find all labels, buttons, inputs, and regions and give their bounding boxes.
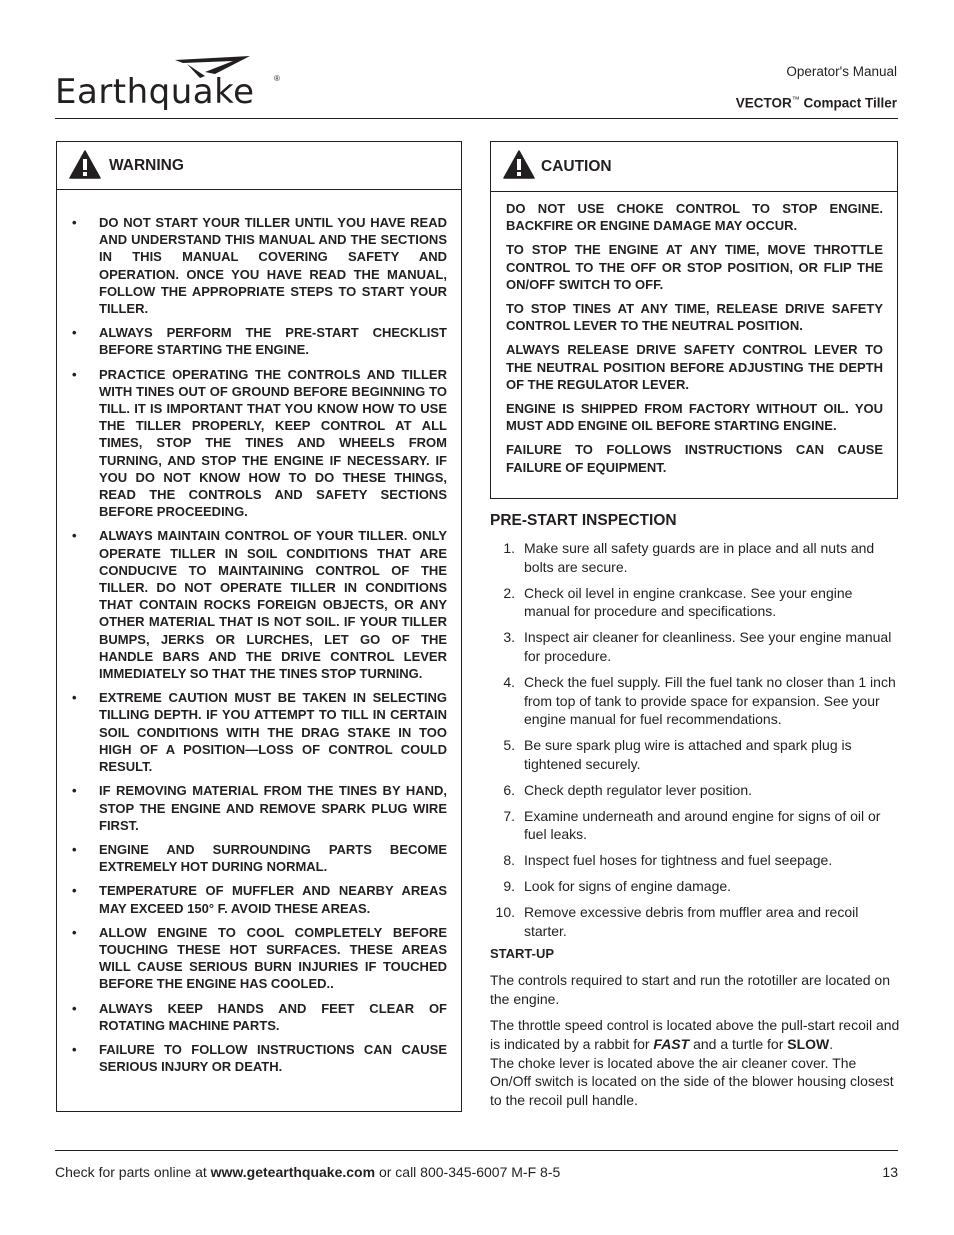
warning-item: • ALLOW ENGINE TO COOL COMPLETELY BEFORE TOUCHING THESE HOT SURFACES. THESE AREAS WILL CAUSE SERIOUS BURN INJURIES IF TOUCHED BEFORE THE ENGINE HAS COOLED..	[72, 924, 447, 992]
bullet-icon: •	[72, 841, 77, 857]
prestart-item: 4. Check the fuel supply. Fill the fuel tank no closer than 1 inch from top of tank to provide space for expansion. See your engine manual for fuel recommendations.	[503, 673, 896, 728]
prestart-item: 10. Remove excessive debris from muffler area and recoil starter.	[495, 903, 859, 939]
caution-paragraph: TO STOP THE ENGINE AT ANY TIME, MOVE THROTTLE CONTROL TO THE OFF OR STOP POSITION, OR FLIP THE ON/OFF SWITCH TO OFF.	[506, 242, 883, 292]
prestart-item: 9. Look for signs of engine damage.	[503, 877, 732, 894]
warning-item: • ALWAYS KEEP HANDS AND FEET CLEAR OF ROTATING MACHINE PARTS.	[72, 1000, 447, 1033]
warning-item: • FAILURE TO FOLLOW INSTRUCTIONS CAN CAUSE SERIOUS INJURY OR DEATH.	[72, 1041, 447, 1075]
prestart-item: 1. Make sure all safety guards are in place and all nuts and bolts are secure.	[503, 540, 875, 575]
bullet-icon: •	[72, 783, 77, 799]
warning-item: • EXTREME CAUTION MUST BE TAKEN IN SELECTING TILLING DEPTH. IF YOU ATTEMPT TO TILL IN CERTAIN SOIL CONDITIONS WITH THE DRAG STAKE IN TOO HIGH OF A POSITION—LOSS OF CONTROL COULD RESULT.	[72, 690, 447, 775]
bullet-icon: •	[72, 883, 77, 899]
prestart-item: 6. Check depth regulator lever position.	[503, 781, 753, 798]
bullet-icon: •	[72, 528, 77, 544]
registered-mark: ®	[274, 74, 280, 83]
footer-text: Check for parts online at www.getearthquake.com or call 800-345-6007 M-F 8-5	[55, 1164, 561, 1180]
startup-paragraph-1: The controls required to start and run the rototiller are located on the engine.	[490, 972, 890, 1007]
page-number: 13	[882, 1164, 898, 1180]
website-link[interactable]: www.getearthquake.com	[210, 1164, 376, 1180]
prestart-list	[490, 539, 900, 947]
warning-item: • ALWAYS MAINTAIN CONTROL OF YOUR TILLER. ONLY OPERATE TILLER IN SOIL CONDITIONS THAT ARE CONDUCIVE TO MAINTAINING CONTROL OF THE TILLER. DO NOT OPERATE TILLER IN CONDITIONS THAT CONTAIN ROCKS FOREIGN OBJECTS, OR ANY OTHER MATERIAL THAT IS NOT SOIL. IF YOUR TILLER BUMPS, JERKS OR LURCHES, LET GO OF THE HANDLE BARS AND THE DRIVE CONTROL LEVER IMMEDIATELY SO THAT THE TINES STOP TURNING.	[72, 528, 447, 682]
header-rule	[55, 118, 898, 119]
caution-paragraph: TO STOP TINES AT ANY TIME, RELEASE DRIVE SAFETY CONTROL LEVER TO THE NEUTRAL POSITION.	[506, 301, 883, 334]
warning-list	[72, 214, 447, 1082]
warning-item: • TEMPERATURE OF MUFFLER AND NEARBY AREAS MAY EXCEED 150° F. AVOID THESE AREAS.	[72, 883, 447, 916]
model-title: VECTOR™ Compact Tiller	[735, 95, 897, 111]
footer-rule	[55, 1150, 898, 1151]
caution-paragraph: ALWAYS RELEASE DRIVE SAFETY CONTROL LEVER TO THE NEUTRAL POSITION BEFORE ADJUSTING THE DEPTH OF THE REGULATOR LEVER.	[506, 342, 883, 392]
bullet-icon: •	[72, 690, 77, 706]
prestart-title: PRE-START INSPECTION	[490, 512, 677, 529]
warning-item: • ALWAYS PERFORM THE PRE-START CHECKLIST BEFORE STARTING THE ENGINE.	[72, 325, 447, 358]
warning-triangle-icon	[69, 150, 101, 179]
warning-item: • ENGINE AND SURROUNDING PARTS BECOME EXTREMELY HOT DURING NORMAL.	[72, 841, 447, 875]
prestart-item: 3. Inspect air cleaner for cleanliness. See your engine manual for procedure.	[503, 629, 892, 664]
warning-item: • IF REMOVING MATERIAL FROM THE TINES BY HAND, STOP THE ENGINE AND REMOVE SPARK PLUG WIRE FIRST.	[72, 783, 447, 833]
bullet-icon: •	[72, 1000, 77, 1016]
caution-paragraph: FAILURE TO FOLLOWS INSTRUCTIONS CAN CAUSE FAILURE OF EQUIPMENT.	[506, 442, 883, 475]
startup-title: START-UP	[490, 946, 555, 961]
warning-header	[57, 142, 461, 190]
brand-logo	[55, 52, 280, 116]
warning-title: WARNING	[109, 157, 184, 174]
bullet-icon: •	[72, 325, 77, 341]
prestart-item: 7. Examine underneath and around engine for signs of oil or fuel leaks.	[503, 807, 881, 843]
bullet-icon: •	[72, 215, 77, 230]
caution-header	[491, 142, 897, 192]
warning-triangle-icon	[503, 150, 535, 179]
startup-paragraph-3: The choke lever is located above the air cleaner cover. The On/Off switch is located on the side of the blower housing closest to the recoil pull handle.	[490, 1054, 894, 1109]
warning-item: • DO NOT START YOUR TILLER UNTIL YOU HAVE READ AND UNDERSTAND THIS MANUAL AND THE SECTIONS IN THIS MANUAL COVERING SAFETY AND OPERATION. ONCE YOU HAVE READ THE MANUAL, FOLLOW THE APPROPRIATE STEPS TO START YOUR TILLER.	[72, 215, 447, 317]
warning-box	[56, 141, 462, 1112]
caution-paragraph: DO NOT USE CHOKE CONTROL TO STOP ENGINE. BACKFIRE OR ENGINE DAMAGE MAY OCCUR.	[506, 201, 883, 234]
prestart-item: 5. Be sure spark plug wire is attached and spark plug is tightened securely.	[503, 737, 852, 772]
prestart-item: 8. Inspect fuel hoses for tightness and fuel seepage.	[503, 852, 833, 869]
warning-item: • PRACTICE OPERATING THE CONTROLS AND TILLER WITH TINES OUT OF GROUND BEFORE BEGINNING TO TILL. IT IS IMPORTANT THAT YOU KNOW HOW TO USE THE TILLER PROPERLY, KEEP CONTROL AT ALL TIMES, STOP THE TINES AND WHEELS FROM TURNING, AND STOP THE ENGINE IF NECESSARY. IF YOU DO NOT KNOW HOW TO DO THESE THINGS, READ THE CONTROLS AND SAFETY SECTIONS BEFORE PROCEEDING.	[72, 366, 447, 520]
bullet-icon: •	[72, 1041, 77, 1057]
prestart-item: 2. Check oil level in engine crankcase. See your engine manual for procedure and specifications.	[503, 584, 853, 620]
caution-paragraph: ENGINE IS SHIPPED FROM FACTORY WITHOUT OIL. YOU MUST ADD ENGINE OIL BEFORE STARTING ENGINE.	[506, 401, 883, 434]
document-type: Operator's Manual	[786, 64, 897, 79]
bullet-icon: •	[72, 366, 77, 382]
brand-wordmark: Earthquake	[55, 72, 255, 112]
caution-body	[506, 200, 883, 483]
startup-paragraph-2: The throttle speed control is located above the pull-start recoil and is indicated by a rabbit for FAST and a turtle for SLOW. The choke lever is located above the air cleaner cover. The On/Off switch is located on the side of the blower housing closest to the recoil pull handle.	[490, 1017, 900, 1109]
bullet-icon: •	[72, 924, 77, 940]
caution-box	[490, 141, 898, 499]
caution-title: CAUTION	[541, 158, 612, 175]
